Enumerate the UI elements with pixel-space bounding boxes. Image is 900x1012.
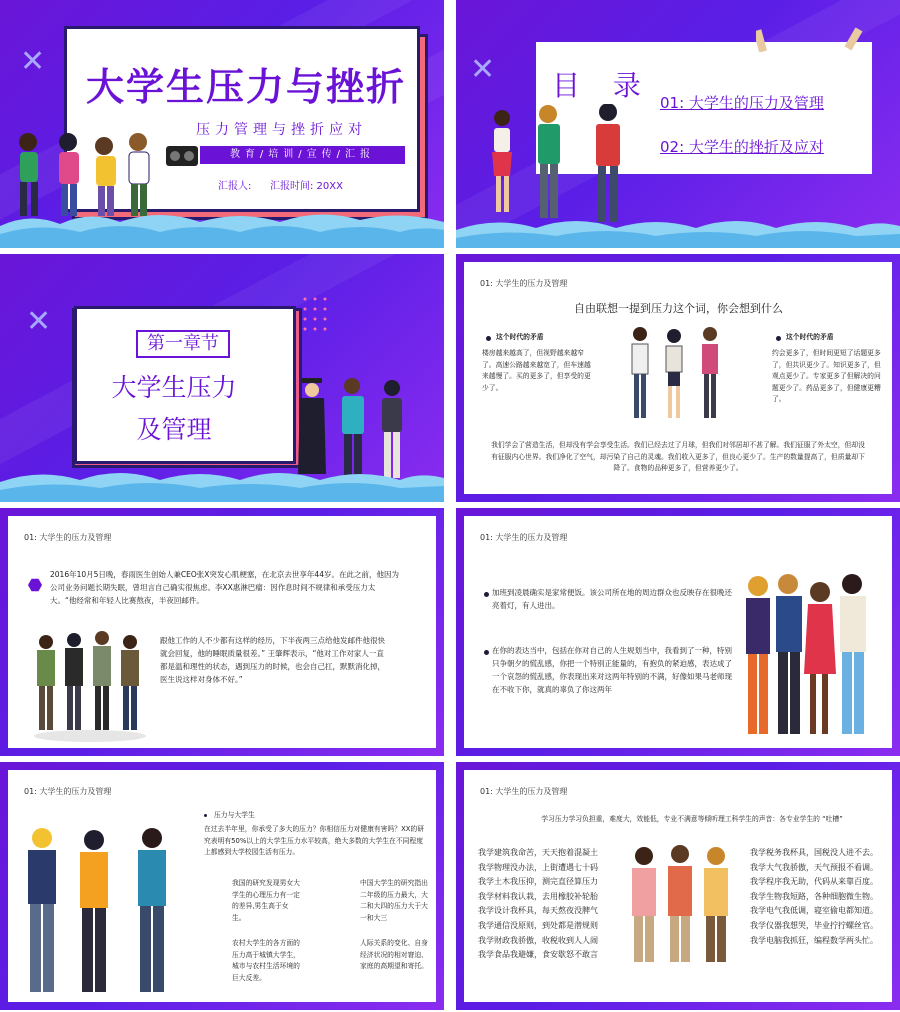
section-header: 01: 大学生的压力及管理 — [480, 533, 568, 542]
student-figure — [138, 828, 166, 992]
bullet-dot — [484, 650, 489, 655]
student-figure — [666, 329, 682, 418]
slide-cover[interactable] — [0, 0, 444, 248]
verse-line: 我学税务我杯具，国税没人进不去。 — [750, 848, 878, 857]
section-header: 01: 大学生的压力及管理 — [24, 533, 112, 542]
friend-figure — [704, 847, 728, 962]
slide-major-complaints[interactable] — [456, 762, 900, 1010]
tape-decoration — [756, 26, 866, 52]
student-figure — [80, 830, 108, 992]
friend-figure — [776, 574, 802, 734]
finding-gender: 我国的研究发现男女大学生的心理压力有一定的差异,男生高于女生。 — [232, 879, 300, 922]
verse-line: 我学建筑我命苦，天天抱着混凝土 — [478, 848, 598, 857]
slide-overtime[interactable] — [456, 508, 900, 756]
question-heading: 自由联想一提到压力这个词，你会想到什么 — [574, 302, 783, 315]
reporter-label: 汇报人: — [218, 181, 252, 192]
bullet-dot — [776, 336, 781, 341]
student-figure — [492, 110, 512, 212]
friends-group-illustration — [624, 842, 736, 966]
verse-line: 我学食品我避嫌，食安歇怒不敢言 — [478, 950, 598, 960]
student-figure — [59, 133, 79, 216]
bottom-paragraph: 我们学会了营造生活，但却没有学会享受生活。我们已经去过了月球，但我们对邻居却不甚了解。我们征服了外太空，但却没有征服内心世界。我们净化了空气，却污染了自己的灵魂。我们收入更多了，但良心更少了。生产的数量提高了，但质量却下降了。食物的品种更多了，但营养更少了。 — [491, 441, 865, 472]
friend-figure — [668, 845, 692, 962]
student-figure — [538, 105, 560, 218]
right-verse-list — [750, 846, 890, 948]
left-heading: 这个时代的矛盾 — [496, 333, 544, 341]
slide-stress-students[interactable] — [0, 762, 444, 1010]
student-figure — [632, 327, 648, 418]
cloud-decoration — [456, 208, 900, 248]
friend-figure — [804, 582, 836, 734]
finding-rural: 农村大学生的各方面的压力高于城镇大学生，城市与农村生活环境的巨大反差。 — [232, 939, 300, 982]
worker-figure — [37, 635, 55, 730]
verse-line: 我学物理没办法，上街遭遇七十码 — [478, 862, 598, 872]
verse-line: 我学财政我骄傲，收税收到人人闹 — [478, 935, 598, 945]
cover-subtitle: 压力管理与挫折应对 — [196, 122, 367, 138]
friends-group-illustration — [738, 570, 878, 746]
verse-line: 我学生物我短路，各种细胞微生物。 — [750, 891, 878, 901]
friend-figure — [746, 576, 770, 734]
close-x-icon: ✕ — [26, 304, 52, 339]
stress-heading: 压力与大学生 — [214, 811, 255, 819]
bullet-dot — [484, 592, 489, 597]
chapter-title-line2: 及管理 — [136, 415, 212, 444]
student-figure — [95, 137, 116, 216]
slide-case-study[interactable] — [0, 508, 444, 756]
report-time: 汇报时间: 20XX — [270, 181, 343, 192]
toc-item-1[interactable]: 01: 大学生的压力及管理 — [660, 94, 824, 112]
bullet-dot — [486, 336, 491, 341]
student-figure — [596, 104, 620, 222]
left-verse-list — [478, 846, 618, 963]
workers-illustration — [30, 626, 150, 744]
worker-figure — [121, 635, 139, 730]
chapter-title-line1: 大学生压力 — [111, 373, 237, 402]
verse-line: 我学通信没原则，到处都是潜规则 — [478, 920, 598, 930]
slide-free-association[interactable] — [456, 254, 900, 502]
student-figure — [28, 828, 56, 992]
finding-relations: 人际关系的变化、自身经济状况的相对窘迫、家庭的高期望和寄托。 — [360, 939, 428, 970]
right-heading: 这个时代的矛盾 — [786, 333, 834, 341]
close-x-icon: ✕ — [20, 44, 46, 79]
slide-toc[interactable] — [456, 0, 900, 248]
verse-line: 我学材料我认栽，去用橡胶补轮胎 — [478, 891, 598, 901]
bullet-paragraph-2: 在你的表达当中，包括在你对自己的人生规划当中，我看到了一种，特别只争朝夕的慌乱感，你把一个特别正能量的，有抱负的紧迫感，表达成了一个哀怨的慌乱感，你表现出来对这两年特别的不满，好像如果马老师现在不收下你，就真的辜负了你这两年 — [492, 646, 732, 694]
students-illustration — [626, 324, 730, 428]
cloud-decoration — [0, 208, 444, 248]
bullet-paragraph-1: 加班到凌晨确实是家常便饭。该公司所在地的周边群众也反映存在很晚还亮着灯，有人进出。 — [492, 588, 732, 610]
boombox-icon — [166, 146, 198, 166]
toc-heading: 目 录 — [552, 69, 653, 102]
section-header: 01: 大学生的压力及管理 — [24, 787, 112, 796]
stress-intro: 在过去半年里，你承受了多大的压力？你相信压力对健康有害吗？XX的研究表明有50%以上的大学生压力水平较高，绝大多数的大学生在不同程度上都感到大学校园生活有压力。 — [204, 825, 425, 856]
section-header: 01: 大学生的压力及管理 — [480, 279, 568, 288]
chapter-label: 第一章节 — [136, 330, 230, 358]
verse-line: 我学大气我骄傲，天气预报不看调。 — [750, 862, 878, 872]
student-figure — [702, 327, 718, 418]
cover-tags: 教育/培训/宣传/汇报 — [200, 146, 405, 164]
cloud-decoration — [0, 462, 444, 502]
verse-line: 我学仪器我想哭，毕业拧拧螺丝官。 — [750, 920, 878, 930]
verse-line: 我学设计我杯具，每天熬夜没脾气 — [478, 906, 598, 916]
student-figure — [19, 133, 38, 216]
slide-chapter[interactable] — [0, 254, 444, 502]
verse-line: 我学程序我无助，代码从来靠百度。 — [750, 877, 878, 887]
section-header: 01: 大学生的压力及管理 — [480, 787, 568, 796]
students-illustration — [20, 826, 190, 1002]
friend-figure — [632, 847, 656, 962]
verse-line: 我学土木我压抑，测完直径算压力 — [478, 877, 598, 887]
close-x-icon: ✕ — [470, 52, 496, 87]
friend-figure — [840, 574, 866, 734]
graduate-figure — [298, 378, 326, 474]
worker-figure — [65, 633, 83, 730]
verse-line: 我学电气我低调，寝室偷电都知道。 — [750, 906, 878, 916]
cover-title: 大学生压力与挫折 — [85, 65, 406, 109]
case-paragraph-2: 跟他工作的人不少都有这样的经历，下半夜两三点给他发邮件他很快就会回复，他的睡眠质量很差。” 王肇辉表示，“他对工作对家人一直都是温和理性的状态，遇到压力的时候，也会自己扛，默默消化掉，医生说这样对身体不好。” — [160, 636, 385, 684]
bullet-dot — [204, 814, 207, 817]
case-paragraph-1: 2016年10月5日晚，春雨医生创始人兼CEO张X突发心肌梗塞，在北京去世享年44岁。在此之前，他因为公司业务问题长期失眠，曾坦言自己确实很焦虑。李XX惠淋巴瘤：因作息时间不规律和承受压力太大。“他经常和年轻人比赛熬夜，半夜回邮件。 — [50, 570, 399, 605]
finding-grade: 中国大学生的研究指出二年级的压力最大，大二和大四的压力大于大一和大三 — [360, 879, 428, 922]
right-body: 约会更多了，但时间更短了话题更多了，但共识更少了。知识更多了，但观点更少了。专家更多了但解决的问题更少了。药品更多了，但健康更糟了。 — [772, 349, 881, 403]
complaints-intro: 学习压力学习负担重，难度大，效能低，专业不满意等倾听理工科学生的声音：各专业学生的 “吐槽” — [541, 815, 843, 823]
student-figure — [129, 133, 149, 216]
verse-line: 我学电脑我抓狂，编程数学两头忙。 — [750, 935, 878, 945]
worker-figure — [93, 631, 111, 730]
left-body: 楼房越来越高了，但视野越来越窄了。高速公路越来越宽了，但车速越来越慢了。买的更多了，但享受的更少了。 — [482, 349, 591, 392]
toc-item-2[interactable]: 02: 大学生的挫折及应对 — [660, 138, 824, 156]
